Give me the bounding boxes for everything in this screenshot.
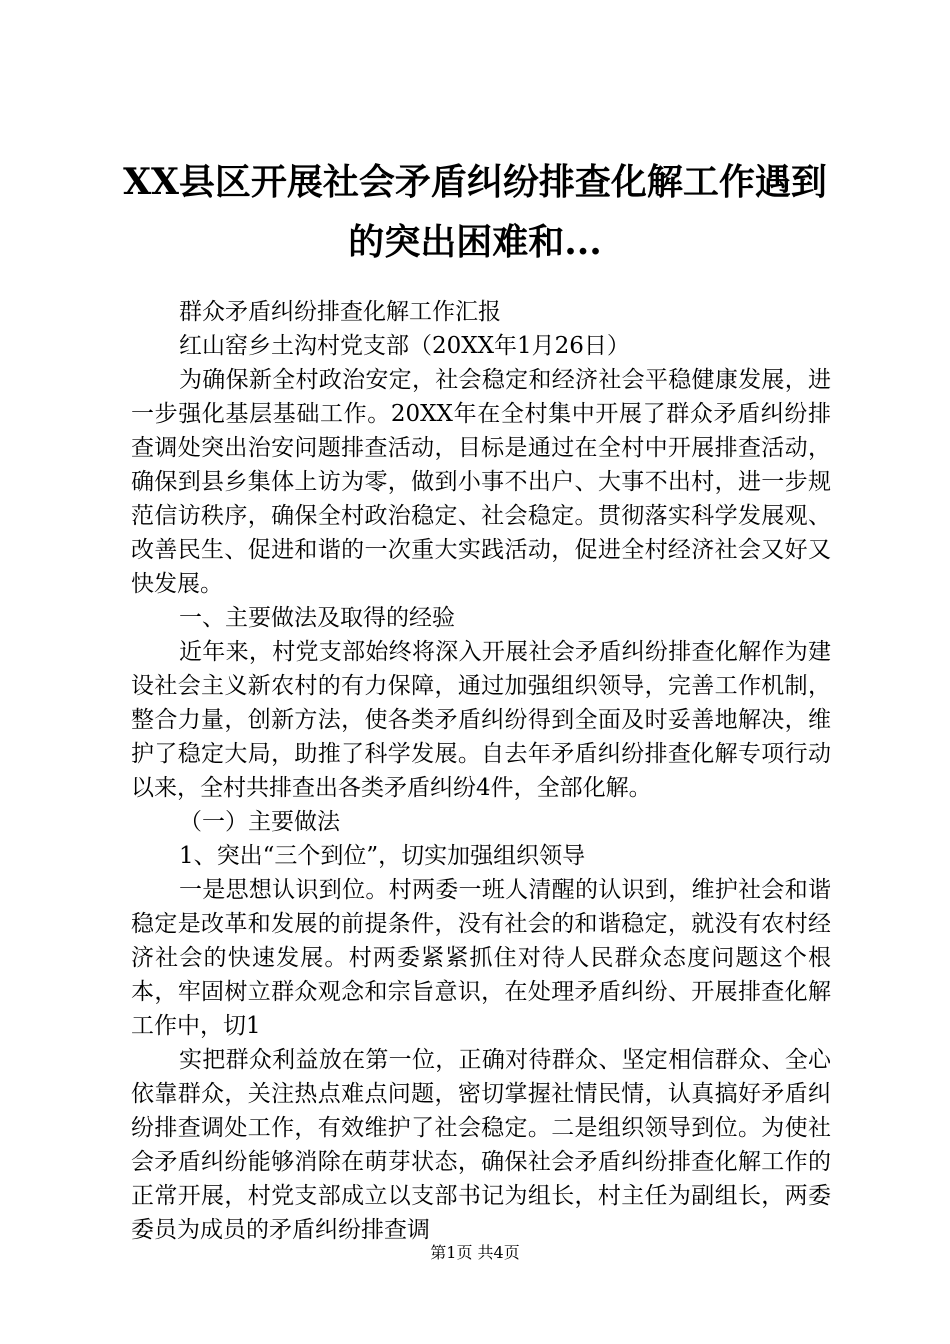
- paragraph-thinking: 一是思想认识到位。村两委一班人清醒的认识到，维护社会和谐稳定是改革和发展的前提条件，没有社会的和谐稳定，就没有农村经济社会的快速发展。村两委紧紧抓住对待人民群众态度问题这个根本，牢固树立群众观念和宗旨意识，在处理矛盾纠纷、开展排查化解工作中，切1: [131, 877, 831, 1039]
- paragraph-intro: 为确保新全村政治安定，社会稳定和经济社会平稳健康发展，进一步强化基层基础工作。20XX年在全村集中开展了群众矛盾纠纷排查调处突出治安问题排查活动，目标是通过在全村中开展排查活动，确保到县乡集体上访为零，做到小事不出户、大事不出村，进一步规范信访秩序，确保全村政治稳定、社会稳定。贯彻落实科学发展观、改善民生、促进和谐的一次重大实践活动，促进全村经济社会又好又快发展。: [131, 367, 831, 597]
- paragraph-organization: 实把群众利益放在第一位，正确对待群众、坚定相信群众、全心依靠群众，关注热点难点问题，密切掌握社情民情，认真搞好矛盾纠纷排查调处工作，有效维护了社会稳定。二是组织领导到位。为使社会矛盾纠纷能够消除在萌芽状态，确保社会矛盾纠纷排查化解工作的正常开展，村党支部成立以支部书记为组长，村主任为副组长，两委委员为成员的矛盾纠纷排查调: [131, 1047, 831, 1243]
- paragraph-author-date: 红山窑乡土沟村党支部（20XX年1月26日）: [179, 333, 630, 359]
- document-body: [131, 295, 831, 1247]
- page-number-footer: 第1页 共4页: [430, 1243, 520, 1262]
- paragraph-report-heading: 群众矛盾纠纷排查化解工作汇报: [179, 299, 501, 325]
- document-title-line1: XX县区开展社会矛盾纠纷排查化解工作遇到: [123, 161, 827, 203]
- paragraph-overview: 近年来，村党支部始终将深入开展社会矛盾纠纷排查化解作为建设社会主义新农村的有力保障，通过加强组织领导，完善工作机制，整合力量，创新方法，使各类矛盾纠纷得到全面及时妥善地解决，维护了稳定大局，助推了科学发展。自去年矛盾纠纷排查化解专项行动以来，全村共排查出各类矛盾纠纷4件，全部化解。: [131, 639, 831, 801]
- subsection-heading-1: （一）主要做法: [179, 809, 340, 835]
- item-heading-1: 1、突出“三个到位”，切实加强组织领导: [179, 843, 586, 869]
- section-heading-1: 一、主要做法及取得的经验: [179, 605, 455, 631]
- document-title-line2: 的突出困难和...: [348, 221, 602, 263]
